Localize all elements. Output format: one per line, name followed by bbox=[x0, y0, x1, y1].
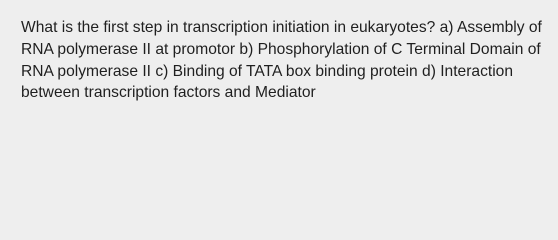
question-text: What is the first step in transcription initiation in eukaryotes? a) Assembly of RNA polymerase II at promotor b) Phosphorylation of C Terminal Domain of RNA polymerase II c) Binding of TATA box binding protein d) Interaction between transcription factors and Mediator bbox=[21, 19, 542, 102]
